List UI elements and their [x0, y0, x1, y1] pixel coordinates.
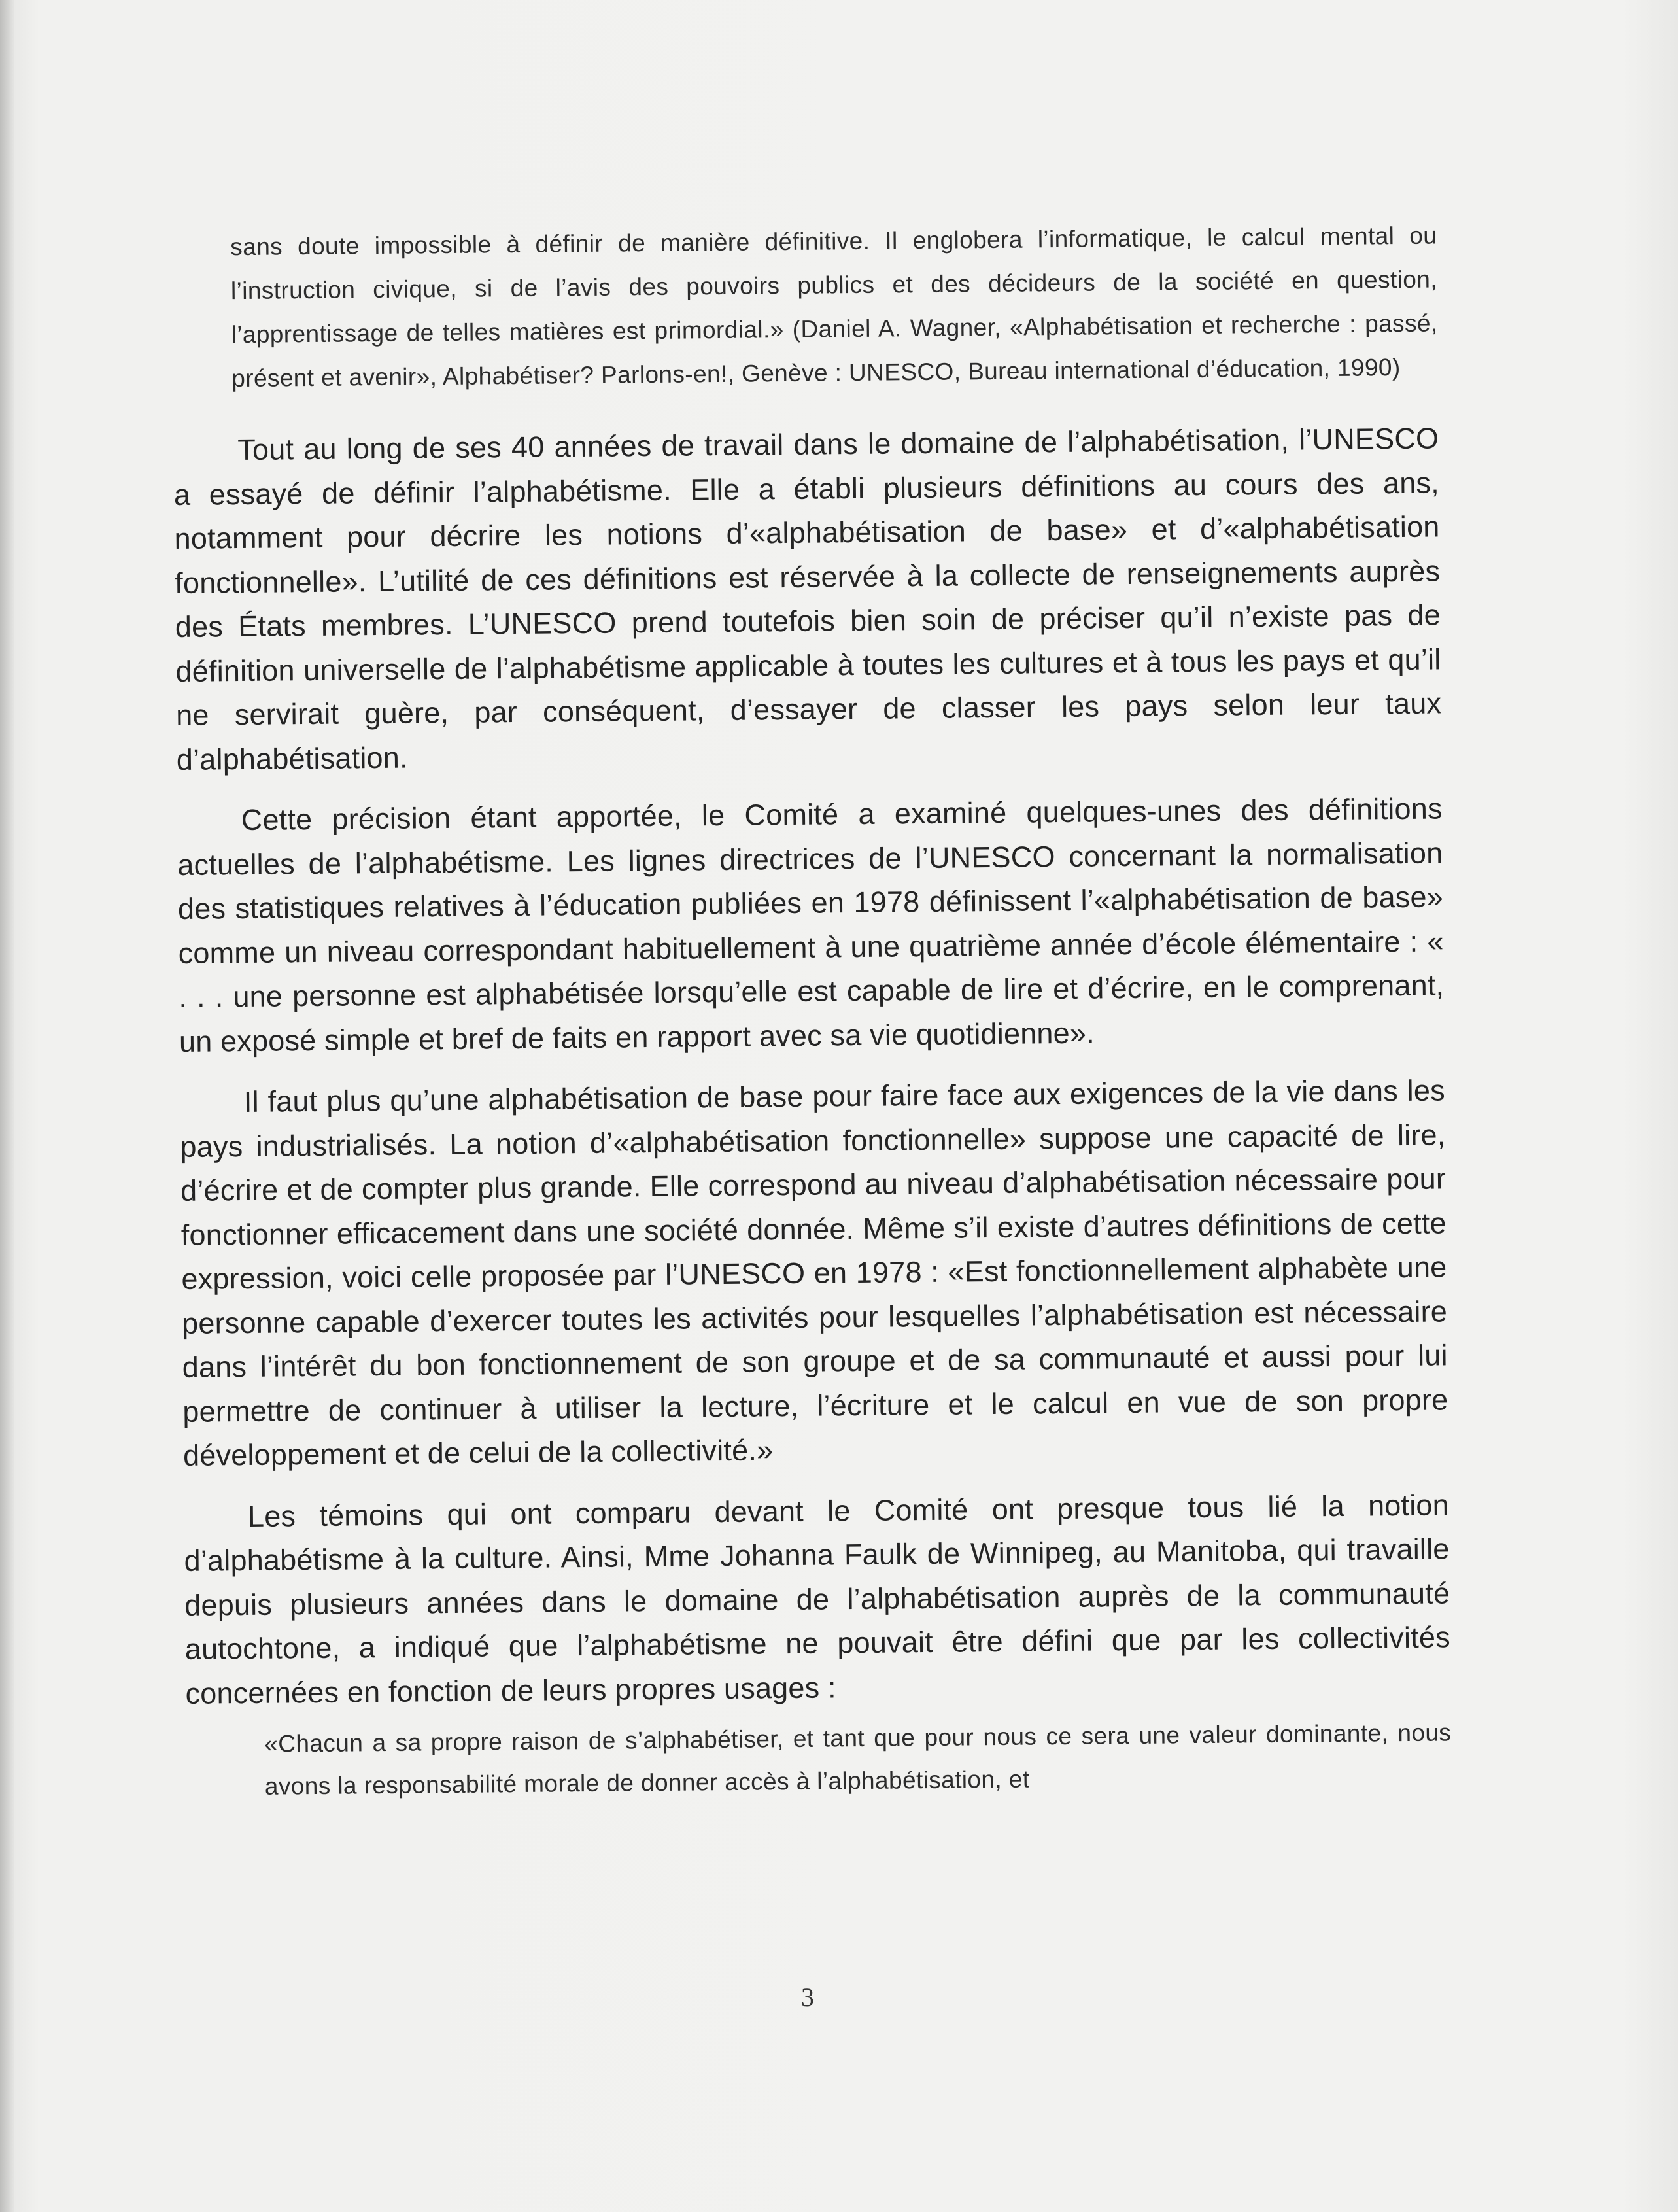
opening-block-quote: sans doute impossible à définir de manière définitive. Il englobera l’informatique, le calcul mental ou l’instruction civique, si de l’avis des pouvoirs publics et des décideurs de la société en question, l’apprentissage de telles matières est primordial.» (Daniel A. Wagner, «Alphabétisation et recherche : passé, présent et avenir», Alphabétiser? Parlons-en!, Genève : UNESCO, Bureau international d’éducation, 1990)	[230, 222, 1438, 392]
page-edge-shadow	[0, 0, 14, 2212]
document-body	[171, 213, 1452, 1808]
paragraph-basic-literacy: Cette précision étant apportée, le Comité a examiné quelques-unes des définitions actuelles de l’alphabétisme. Les lignes directrices de l’UNESCO concernant la normalisation des statistiques relatives à l’éducation publiées en 1978 définissent l’«alphabétisation de base» comme un niveau correspondant habituellement à une quatrième année d’école élémentaire : « . . . une personne est alphabétisée lorsqu’elle est capable de lire et d’écrire, en le comprenant, un exposé simple et bref de faits en rapport avec sa vie quotidienne».	[177, 791, 1445, 1058]
paragraph-witnesses-culture: Les témoins qui ont comparu devant le Comité ont presque tous lié la notion d’alphabétisme à la culture. Ainsi, Mme Johanna Faulk de Winnipeg, au Manitoba, qui travaille depuis plusieurs années dans le domaine de l’alphabétisation auprès de la communauté autochtone, a indiqué que l’alphabétisme ne pouvait être défini que par les collectivités concernées en fonction de leurs propres usages :	[184, 1487, 1451, 1710]
page-number: 3	[801, 1982, 814, 2012]
paragraph-functional-literacy: Il faut plus qu’une alphabétisation de base pour faire face aux exigences de la vie dans les pays industrialisés. La notion d’«alphabétisation fonctionnelle» suppose une capacité de lire, d’écrire et de compter plus grande. Elle correspond au niveau d’alphabétisation nécessaire pour fonctionner efficacement dans une société donnée. Même s’il existe d’autres définitions de cette expression, voici celle proposée par l’UNESCO en 1978 : «Est fonctionnellement alphabète une personne capable d’exercer toutes les activités pour lesquelles l’alphabétisation est nécessaire dans l’intérêt du bon fonctionnement de son groupe et de sa communauté et aussi pour lui permettre de continuer à utiliser la lecture, l’écriture et le calcul en vue de son propre développement et de celui de la collectivité.»	[180, 1073, 1448, 1472]
paragraph-unesco-definitions: Tout au long de ses 40 années de travail dans le domaine de l’alphabétisation, l’UNESCO a essayé de définir l’alphabétisme. Elle a établi plusieurs définitions au cours des ans, notamment pour décrire les notions d’«alphabétisation de base» et d’«alphabétisation fonctionnelle». L’utilité de ces définitions est réservée à la collecte de renseignements auprès des États membres. L’UNESCO prend toutefois bien soin de préciser qu’il n’existe pas de définition universelle de l’alphabétisme applicable à toutes les cultures et à tous les pays et qu’il ne servirait guère, par conséquent, d’essayer de classer les pays selon leur taux d’alphabétisation.	[173, 421, 1442, 776]
closing-block-quote: «Chacun a sa propre raison de s’alphabétiser, et tant que pour nous ce sera une valeur dominante, nous avons la responsabilité morale de donner accès à l’alphabétisation, et	[264, 1719, 1452, 1800]
